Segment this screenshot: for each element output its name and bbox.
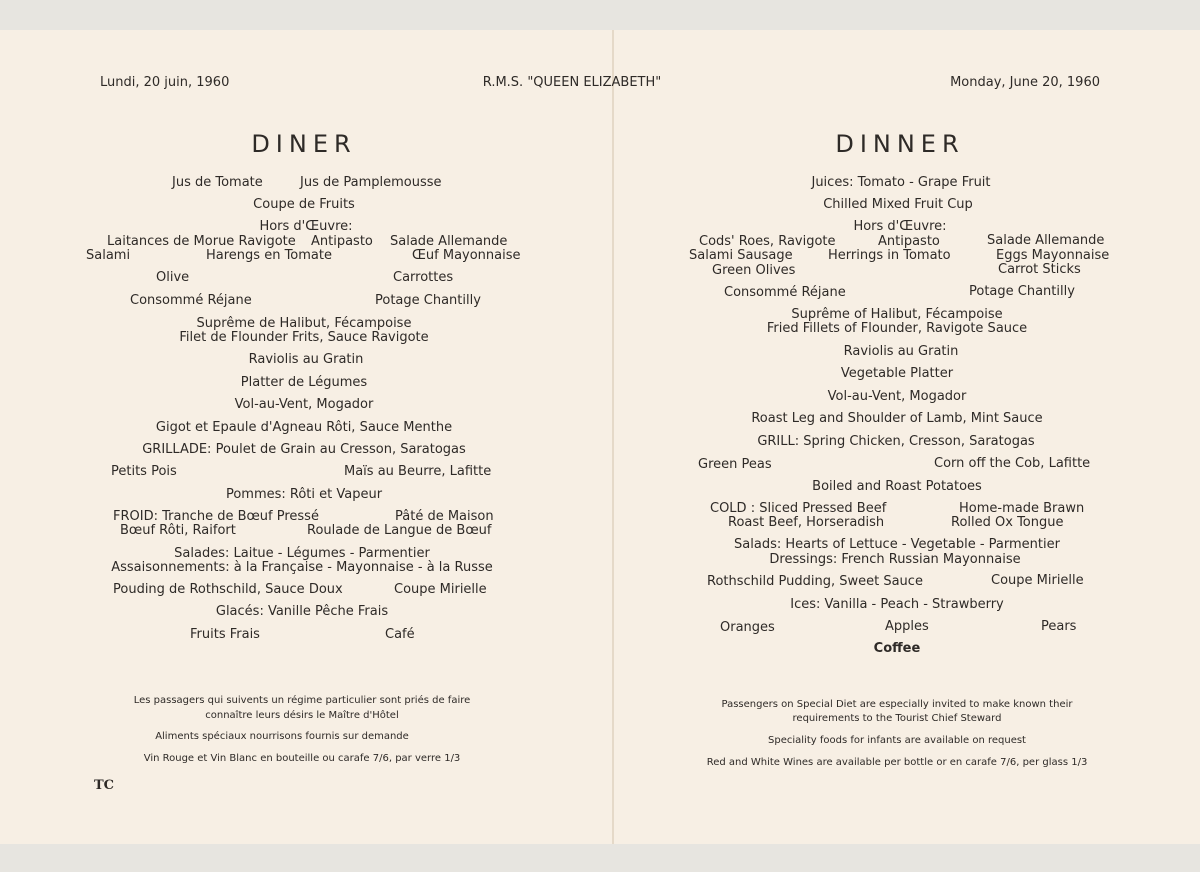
menu-item: Glacés: Vanille Pêche Frais (215, 604, 389, 619)
menu-item: Café (385, 627, 415, 642)
menu-item: Fruits Frais (190, 627, 260, 642)
menu-item: Carrot Sticks (998, 262, 1081, 277)
menu-item: Antipasto (311, 234, 373, 249)
menu-item: Roast Leg and Shoulder of Lamb, Mint Sauce (751, 411, 1043, 426)
menu-item: Pâté de Maison (395, 509, 494, 524)
menu-item: Eggs Mayonnaise (996, 248, 1110, 263)
menu-item: Petits Pois (111, 464, 177, 479)
menu-item: Jus de Tomate (172, 175, 263, 190)
wine-note: Vin Rouge et Vin Blanc en bouteille ou carafe 7/6, par verre 1/3 (143, 753, 461, 764)
menu-item: Suprême de Halibut, Fécampoise (196, 316, 412, 331)
menu-item: Ices: Vanilla - Peach - Strawberry (790, 597, 1004, 612)
diet-note: Passengers on Special Diet are especially invited to make known their (721, 699, 1073, 710)
menu-item: Roulade de Langue de Bœuf (307, 523, 492, 538)
ship-name: R.M.S. "QUEEN ELIZABETH" (482, 75, 662, 90)
menu-item: Dressings: French Russian Mayonnaise (769, 552, 1021, 567)
diet-note: requirements to the Tourist Chief Steward (792, 713, 1002, 724)
menu-item: Raviolis au Gratin (843, 344, 959, 359)
menu-item: Potage Chantilly (375, 293, 481, 308)
menu-item: Coffee (873, 641, 921, 656)
menu-item: Antipasto (878, 234, 940, 249)
menu-item: Consommé Réjane (724, 285, 846, 300)
menu-item: Raviolis au Gratin (248, 352, 364, 367)
wine-note: Red and White Wines are available per bottle or en carafe 7/6, per glass 1/3 (706, 757, 1088, 768)
menu-item: Œuf Mayonnaise (412, 248, 521, 263)
menu-item: Apples (885, 619, 929, 634)
menu-item: Fried Fillets of Flounder, Ravigote Sauce (766, 321, 1028, 336)
french-date: Lundi, 20 juin, 1960 (100, 75, 230, 90)
menu-item: Vegetable Platter (840, 366, 954, 381)
menu-item: Green Peas (698, 457, 772, 472)
menu-item: Chilled Mixed Fruit Cup (823, 197, 973, 212)
menu-item: Coupe de Fruits (253, 197, 355, 212)
menu-item: Home-made Brawn (959, 501, 1085, 516)
menu-item: Pears (1041, 619, 1077, 634)
menu-item: Consommé Réjane (130, 293, 252, 308)
menu-item: COLD : Sliced Pressed Beef (710, 501, 887, 516)
menu-item: Suprême of Halibut, Fécampoise (791, 307, 1003, 322)
diet-note: connaître leurs désirs le Maître d'Hôtel (205, 710, 399, 721)
menu-item: Boiled and Roast Potatoes (812, 479, 982, 494)
menu-item: Gigot et Epaule d'Agneau Rôti, Sauce Menthe (155, 420, 453, 435)
menu-item: Salade Allemande (390, 234, 508, 249)
menu-item: Green Olives (712, 263, 796, 278)
menu-item: Cods' Roes, Ravigote (699, 234, 836, 249)
menu-item: Pouding de Rothschild, Sauce Doux (113, 582, 343, 597)
menu-item: Roast Beef, Horseradish (728, 515, 885, 530)
menu-item: Pommes: Rôti et Vapeur (225, 487, 383, 502)
section-heading: Hors d'Œuvre: (259, 219, 353, 234)
menu-item: Assaisonnements: à la Française - Mayonnaise - à la Russe (111, 560, 493, 575)
menu-item: Juices: Tomato - Grape Fruit (811, 175, 991, 190)
menu-item: Coupe Mirielle (394, 582, 487, 597)
menu-item: Salami (86, 248, 131, 263)
menu-item: Bœuf Rôti, Raifort (120, 523, 236, 538)
menu-item: Maïs au Beurre, Lafitte (344, 464, 492, 479)
menu-item: Harengs en Tomate (206, 248, 332, 263)
menu-item: Salads: Hearts of Lettuce - Vegetable - Parmentier (734, 537, 1060, 552)
menu-item: Salade Allemande (987, 233, 1105, 248)
menu-item: Laitances de Morue Ravigote (107, 234, 296, 249)
english-title: DINNER (835, 130, 965, 158)
menu-item: Salades: Laitue - Légumes - Parmentier (174, 546, 430, 561)
menu-item: Vol-au-Vent, Mogador (827, 389, 967, 404)
center-fold (612, 30, 614, 844)
menu-item: Oranges (720, 620, 775, 635)
infant-note: Speciality foods for infants are available on request (768, 735, 1026, 746)
french-title: DINER (251, 130, 357, 158)
tc-mark: TC (94, 778, 115, 793)
menu-item: Coupe Mirielle (991, 573, 1084, 588)
menu-item: Carrottes (393, 270, 454, 285)
menu-item: Herrings in Tomato (828, 248, 951, 263)
menu-item: Rothschild Pudding, Sweet Sauce (707, 574, 923, 589)
menu-item: Rolled Ox Tongue (951, 515, 1064, 530)
menu-item: Potage Chantilly (969, 284, 1075, 299)
diet-note: Les passagers qui suivents un régime particulier sont priés de faire (133, 695, 471, 706)
menu-item: Vol-au-Vent, Mogador (234, 397, 374, 412)
menu-item: Jus de Pamplemousse (300, 175, 442, 190)
menu-item: Corn off the Cob, Lafitte (934, 456, 1091, 471)
menu-item: Salami Sausage (689, 248, 793, 263)
menu-item: Filet de Flounder Frits, Sauce Ravigote (179, 330, 429, 345)
menu-item: Olive (156, 270, 190, 285)
english-date: Monday, June 20, 1960 (950, 75, 1100, 90)
infant-note: Aliments spéciaux nourrisons fournis sur demande (155, 731, 409, 742)
menu-item: FROID: Tranche de Bœuf Pressé (113, 509, 319, 524)
menu-item: Platter de Légumes (240, 375, 368, 390)
menu-item: GRILL: Spring Chicken, Cresson, Saratogas (757, 434, 1035, 449)
menu-item: GRILLADE: Poulet de Grain au Cresson, Saratogas (142, 442, 466, 457)
section-heading: Hors d'Œuvre: (853, 219, 947, 234)
